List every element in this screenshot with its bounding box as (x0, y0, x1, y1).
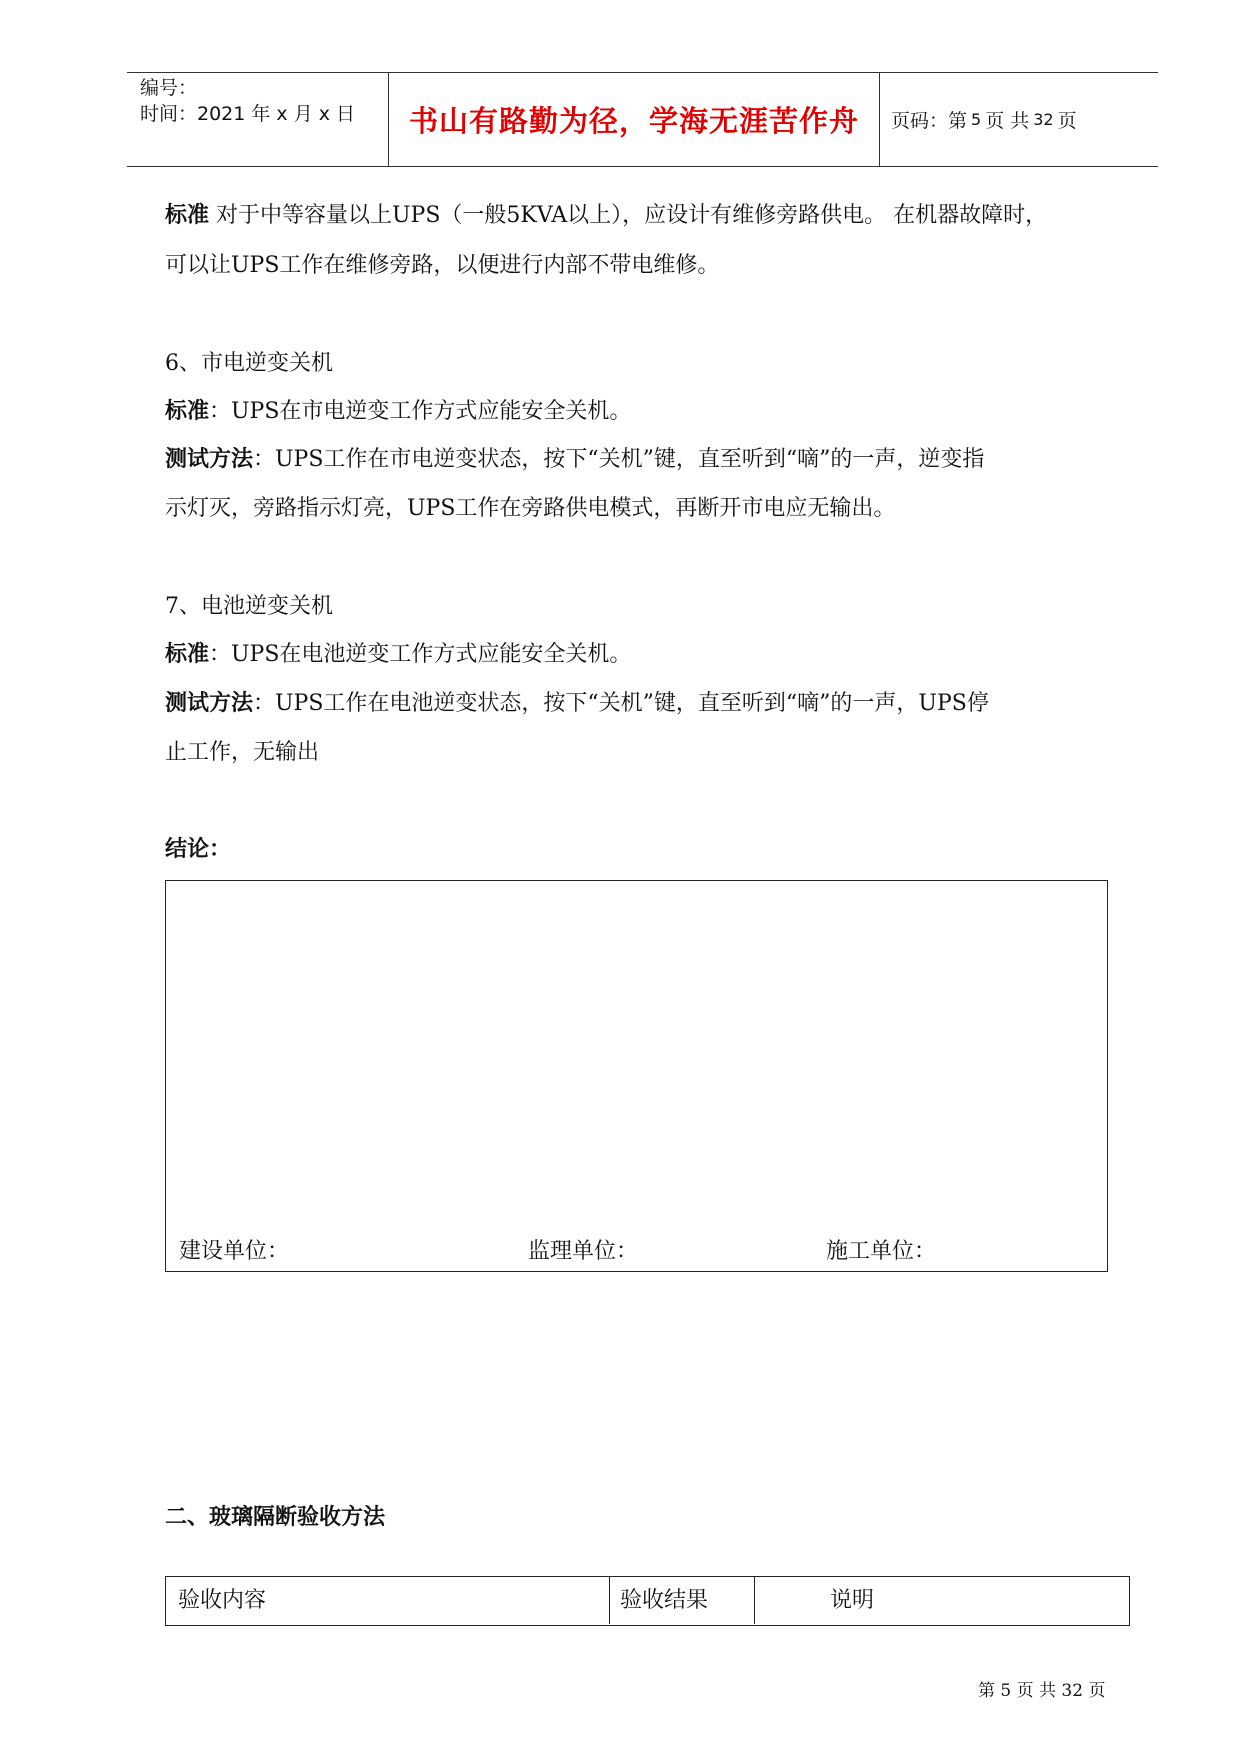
table-header-note: 说明 (830, 1588, 875, 1613)
section-6-test-text-2: 示灯灭，旁路指示灯亮，UPS工作在旁路供电模式，再断开市电应无输出。 (165, 496, 896, 521)
section-2-title: 二、玻璃隔断验收方法 (165, 1504, 386, 1530)
section-7-test-text-1: ：UPS工作在电池逆变状态，按下“关机”键，直至听到“嘀”的一声，UPS停 (253, 691, 989, 716)
table-header-content: 验收内容 (178, 1588, 267, 1613)
section-7-test-text-2: 止工作，无输出 (165, 740, 320, 765)
section-6-test-line-1 (165, 442, 984, 473)
builder-unit-label: 施工单位： (826, 1239, 937, 1264)
page-total: 32 (1033, 110, 1054, 129)
section-6-standard (165, 394, 631, 425)
section-7-standard-label: 标准 (165, 641, 210, 667)
page-suffix: 页 (1057, 110, 1077, 132)
intro-line-1 (165, 198, 1047, 229)
section-6-test-label: 测试方法 (165, 446, 254, 472)
page-footer: 第 5 页 共 32 页 (978, 1681, 1106, 1701)
document-header (127, 72, 1158, 167)
intro-standard-label: 标准 (165, 202, 210, 228)
acceptance-table-header (165, 1576, 1130, 1626)
table-header-result: 验收结果 (620, 1588, 709, 1613)
section-6-title: 6、市电逆变关机 (165, 351, 333, 376)
section-6-test-text-1: ：UPS工作在市电逆变状态，按下“关机”键，直至听到“嘀”的一声，逆变指 (253, 447, 985, 472)
section-7-standard (165, 637, 631, 668)
section-7-test-line-1 (165, 686, 989, 717)
supervision-unit-label: 监理单位： (528, 1239, 639, 1264)
intro-text-2: 可以让UPS工作在维修旁路，以便进行内部不带电维修。 (165, 253, 720, 278)
page-prefix: 页码：第 (891, 110, 968, 132)
section-7-test-label: 测试方法 (165, 690, 254, 716)
conclusion-box[interactable] (165, 880, 1108, 1272)
intro-text-1: 对于中等容量以上UPS（一般5KVA以上），应设计有维修旁路供电。 在机器故障时， (216, 203, 1048, 228)
construction-unit-label: 建设单位： (179, 1239, 290, 1264)
conclusion-label: 结论： (165, 836, 232, 862)
section-6-standard-text: ：UPS在市电逆变工作方式应能安全关机。 (209, 399, 632, 424)
table-divider (609, 1577, 610, 1624)
page-number: 5 (971, 110, 982, 129)
table-divider (754, 1577, 755, 1624)
header-meta-cell (127, 73, 388, 166)
code-label: 编号： (140, 77, 198, 99)
section-6-standard-label: 标准 (165, 398, 210, 424)
section-7-standard-text: ：UPS在电池逆变工作方式应能安全关机。 (209, 642, 632, 667)
section-7-title: 7、电池逆变关机 (165, 594, 333, 619)
header-page-info (880, 73, 1158, 166)
time-label: 时间：2021 年 x 月 x 日 (140, 103, 356, 125)
page-mid: 页 共 (985, 110, 1030, 132)
header-motto: 书山有路勤为径，学海无涯苦作舟 (388, 73, 880, 166)
